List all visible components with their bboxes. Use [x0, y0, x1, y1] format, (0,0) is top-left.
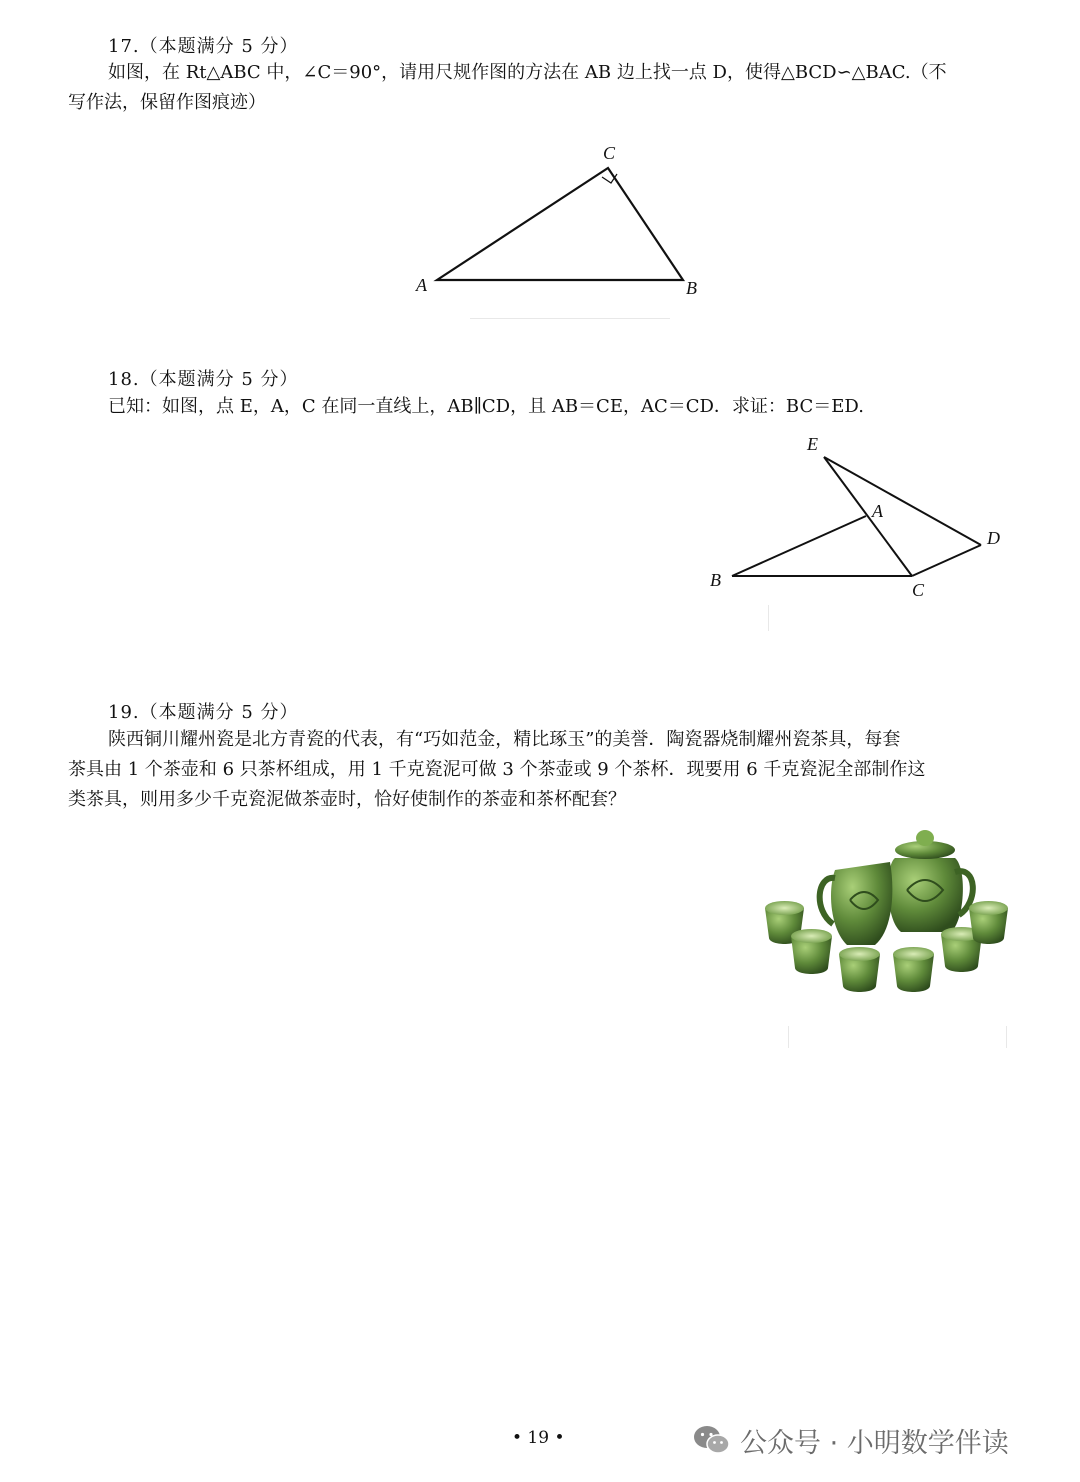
label-c: C	[603, 143, 616, 163]
segment-ba	[732, 516, 866, 576]
cup	[893, 947, 934, 992]
scan-artifact-line	[788, 1026, 789, 1048]
label-e: E	[807, 434, 818, 454]
teapot	[888, 830, 973, 932]
wechat-icon	[692, 1423, 732, 1457]
pitcher	[820, 862, 893, 945]
watermark	[692, 1420, 1052, 1460]
scan-artifact-line	[768, 605, 769, 631]
q18-text-line1: 已知：如图，点 E，A，C 在同一直线上，AB∥CD，且 AB＝CE，AC＝CD．求证：BC＝ED.	[108, 396, 864, 417]
label-b: B	[686, 278, 697, 298]
scan-artifact-line	[1006, 1026, 1007, 1048]
q19-header: 19.（本题满分 5 分）	[108, 702, 299, 723]
watermark-text: 公众号 · 小明数学伴读	[740, 1427, 1009, 1459]
tea-set-photo	[755, 820, 1017, 1012]
segment-cd	[912, 545, 981, 576]
label-a: A	[872, 501, 883, 521]
label-d: D	[987, 528, 1000, 548]
triangle-abc	[437, 168, 683, 280]
label-a: A	[416, 275, 427, 295]
cup	[969, 901, 1008, 944]
q19-text-line1: 陕西铜川耀州瓷是北方青瓷的代表，有“巧如范金，精比琢玉”的美誉．陶瓷器烧制耀州瓷茶具，每套	[108, 729, 901, 750]
q19-text-line3: 类茶具，则用多少千克瓷泥做茶壶时，恰好使制作的茶壶和茶杯配套？	[68, 789, 626, 810]
q17-text-line2: 写作法，保留作图痕迹）	[68, 92, 266, 113]
q18-triangles-figure	[690, 425, 1020, 605]
segment-ed	[824, 457, 981, 545]
label-c: C	[912, 580, 925, 600]
q17-text-line1: 如图，在 Rt△ABC 中，∠C＝90°，请用尺规作图的方法在 AB 边上找一点 D，使得△BCD∽△BAC.（不	[108, 62, 947, 83]
segment-ec	[824, 457, 912, 576]
cup	[839, 947, 880, 992]
scan-artifact-line	[470, 318, 670, 319]
q18-header: 18.（本题满分 5 分）	[108, 369, 299, 390]
page-number: • 19 •	[512, 1428, 565, 1448]
q17-header: 17.（本题满分 5 分）	[108, 36, 299, 57]
q19-text-line2: 茶具由 1 个茶壶和 6 只茶杯组成，用 1 千克瓷泥可做 3 个茶壶或 9 个茶杯．现要用 6 千克瓷泥全部制作这	[68, 759, 926, 780]
cup	[791, 929, 832, 974]
label-b: B	[710, 570, 721, 590]
q17-right-triangle-figure	[400, 140, 720, 310]
